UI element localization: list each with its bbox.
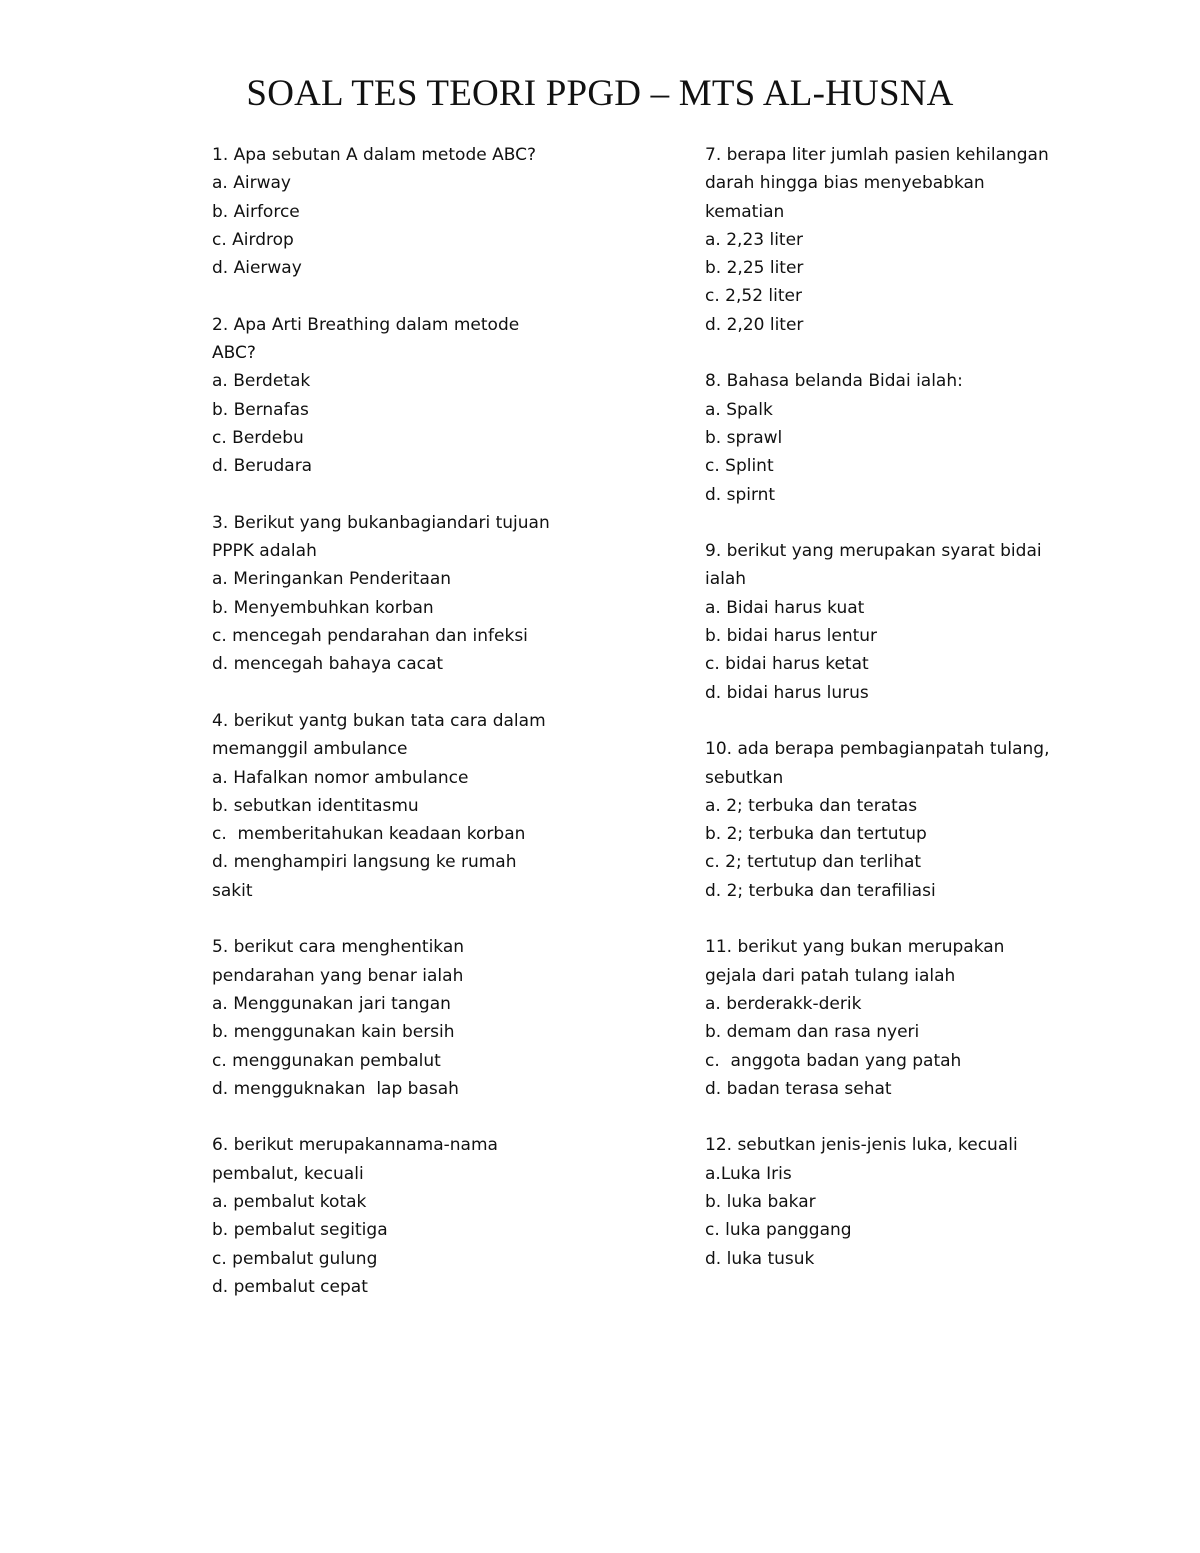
question-12 [705, 1131, 1085, 1272]
option-a: a. berderakk-derik [705, 993, 862, 1014]
question-7 [705, 141, 1085, 339]
question-8 [705, 367, 1085, 508]
option-d: d. luka tusuk [705, 1248, 815, 1269]
option-c: c. 2; tertutup dan terlihat [705, 852, 922, 873]
question-text-continued: PPPK adalah [212, 541, 317, 562]
question-text: 6. berikut merupakannama-nama [212, 1135, 498, 1156]
question-3 [212, 509, 592, 679]
question-text: 11. berikut yang bukan merupakan [705, 937, 1005, 958]
option-d: d. spirnt [705, 484, 776, 505]
option-c: c. luka panggang [705, 1220, 852, 1241]
question-text: 8. Bahasa belanda Bidai ialah: [705, 371, 963, 392]
question-text: 1. Apa sebutan A dalam metode ABC? [212, 145, 536, 165]
option-d: d. badan terasa sehat [705, 1078, 892, 1099]
page-title: SOAL TES TEORI PPGD – MTS AL-HUSNA [246, 73, 954, 114]
option-d: d. pembalut cepat [212, 1276, 368, 1297]
option-b: b. luka bakar [705, 1191, 816, 1212]
option-b: b. bidai harus lentur [705, 626, 878, 647]
option-d: d. mencegah bahaya cacat [212, 654, 444, 675]
option-c: c. pembalut gulung [212, 1248, 378, 1269]
question-text: 3. Berikut yang bukanbagiandari tujuan [212, 512, 550, 533]
question-text-continued: darah hingga bias menyebabkan [705, 173, 985, 194]
option-b: b. Menyembuhkan korban [212, 597, 434, 618]
option-d: d. 2; terbuka dan terafiliasi [705, 880, 936, 901]
option-a: a. 2,23 liter [705, 229, 804, 250]
option-d: d. mengguknakan lap basah [212, 1078, 459, 1099]
question-text-continued: kematian [705, 201, 785, 222]
option-b: b. 2; terbuka dan tertutup [705, 824, 927, 845]
option-b: b. sprawl [705, 427, 783, 448]
option-a: a. Berdetak [212, 371, 311, 392]
option-b: b. pembalut segitiga [212, 1220, 388, 1241]
option-a: a. pembalut kotak [212, 1191, 367, 1212]
right-column [705, 141, 1085, 1301]
question-5 [212, 933, 592, 1103]
option-b: b. sebutkan identitasmu [212, 795, 419, 816]
option-a: a. Meringankan Penderitaan [212, 569, 452, 590]
left-column [212, 141, 592, 1329]
option-a: a. Spalk [705, 399, 773, 420]
question-2 [212, 311, 592, 481]
question-text-continued: memanggil ambulance [212, 739, 408, 760]
option-c: c. menggunakan pembalut [212, 1050, 441, 1071]
option-a: a. 2; terbuka dan teratas [705, 795, 918, 816]
option-b: b. 2,25 liter [705, 258, 804, 279]
question-text: 4. berikut yantg bukan tata cara dalam [212, 710, 546, 731]
question-10 [705, 735, 1085, 905]
question-text-continued: sebutkan [705, 767, 784, 788]
question-text: 7. berapa liter jumlah pasien kehilangan [705, 145, 1049, 165]
option-d: d. Berudara [212, 456, 313, 477]
option-c: c. Airdrop [212, 229, 294, 250]
question-text-continued: pendarahan yang benar ialah [212, 965, 464, 986]
option-c: c. Berdebu [212, 427, 304, 448]
option-b: b. Bernafas [212, 399, 309, 420]
option-b: b. menggunakan kain bersih [212, 1022, 455, 1043]
option-a: a. Airway [212, 173, 291, 194]
question-text: 5. berikut cara menghentikan [212, 937, 465, 958]
option-b: b. Airforce [212, 201, 300, 222]
question-text: 2. Apa Arti Breathing dalam metode [212, 314, 520, 335]
question-text-continued: pembalut, kecuali [212, 1163, 364, 1184]
option-a: a. Menggunakan jari tangan [212, 993, 451, 1014]
option-d: d. 2,20 liter [705, 314, 804, 335]
option-c: c. anggota badan yang patah [705, 1050, 962, 1071]
option-c: c. bidai harus ketat [705, 654, 869, 675]
option-c: c. Splint [705, 456, 774, 477]
question-4 [212, 707, 592, 905]
question-11 [705, 933, 1085, 1103]
option-c: c. 2,52 liter [705, 286, 802, 307]
question-text: 12. sebutkan jenis-jenis luka, kecuali [705, 1135, 1018, 1156]
question-text-continued: ABC? [212, 343, 256, 364]
option-d-continued: sakit [212, 880, 253, 901]
option-a: a. Hafalkan nomor ambulance [212, 767, 469, 788]
question-9 [705, 537, 1085, 707]
question-1 [212, 141, 592, 282]
option-a: a. Bidai harus kuat [705, 597, 865, 618]
question-text-continued: ialah [705, 569, 747, 590]
question-6 [212, 1131, 592, 1301]
option-c: c. memberitahukan keadaan korban [212, 824, 526, 845]
question-text: 10. ada berapa pembagianpatah tulang, [705, 739, 1050, 760]
option-a: a.Luka Iris [705, 1163, 792, 1184]
option-d: d. bidai harus lurus [705, 682, 869, 703]
option-c: c. mencegah pendarahan dan infeksi [212, 626, 528, 647]
question-text: 9. berikut yang merupakan syarat bidai [705, 541, 1042, 562]
question-text-continued: gejala dari patah tulang ialah [705, 965, 956, 986]
option-b: b. demam dan rasa nyeri [705, 1022, 920, 1043]
option-d: d. Aierway [212, 258, 302, 279]
option-d: d. menghampiri langsung ke rumah [212, 852, 517, 873]
